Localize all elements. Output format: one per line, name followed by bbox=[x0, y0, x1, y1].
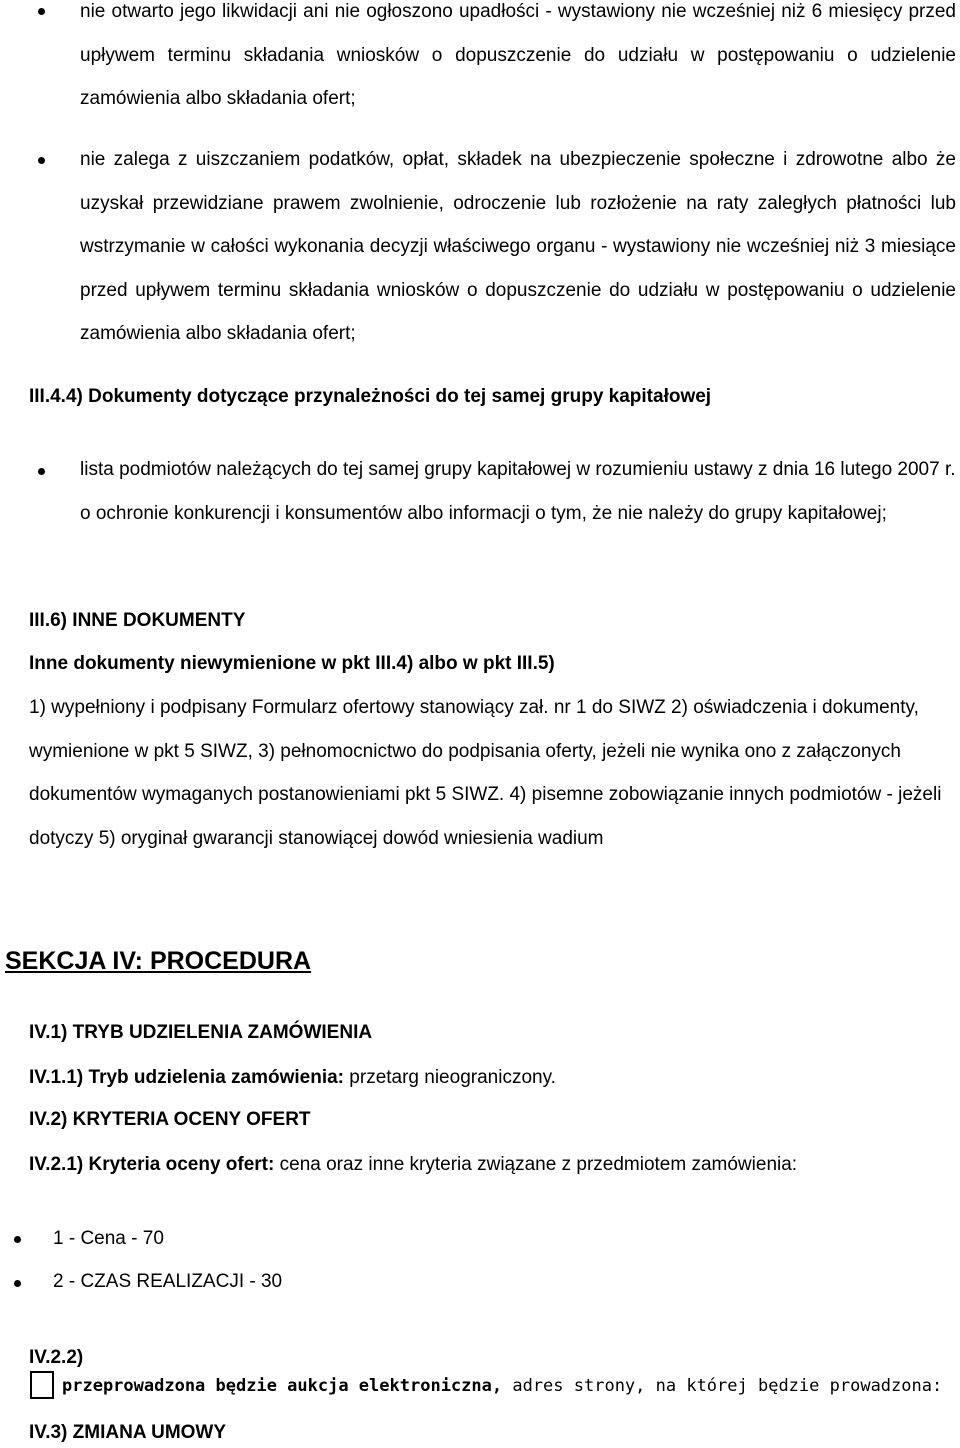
criterion-item: 2 - CZAS REALIZACJI - 30 bbox=[53, 1271, 283, 1292]
procedure-mode-value: przetarg nieograniczony. bbox=[344, 1067, 556, 1088]
section-heading: III.4.4) Dokumenty dotyczące przynależności do tej samej grupy kapitałowej bbox=[29, 386, 712, 407]
bullet-item: nie zalega z uiszczaniem podatków, opłat, składek na ubezpieczenie społeczne i zdrowotne albo że uzyskał przewidziane prawem zwolnienie, odroczenie lub rozłożenie na raty zaległych płatności lub wstrzymanie w całości wykonania decyzji właściwego organu - wystawiony nie wcześniej niż 3 miesiące przed upływem terminu składania wniosków o dopuszczenie do udziału w postępowaniu o udzielenie zamówienia albo składania ofert; bbox=[80, 149, 956, 344]
bullet-dot bbox=[38, 8, 45, 15]
bullet-dot bbox=[38, 468, 45, 475]
bullet-item: lista podmiotów należących do tej samej grupy kapitałowej w rozumieniu ustawy z dnia 16 lutego 2007 r. o ochronie konkurencji i konsumentów albo informacji o tym, że nie należy do grupy kapitałowej; bbox=[80, 459, 956, 524]
section-subheading: Inne dokumenty niewymienione w pkt III.4) albo w pkt III.5) bbox=[29, 653, 555, 674]
procedure-mode-line bbox=[29, 1067, 556, 1089]
section-heading: IV.2.2) bbox=[29, 1347, 84, 1368]
section-heading: IV.1) TRYB UDZIELENIA ZAMÓWIENIA bbox=[29, 1022, 373, 1043]
section-heading: IV.2) KRYTERIA OCENY OFERT bbox=[29, 1109, 311, 1130]
criterion-item: 1 - Cena - 70 bbox=[53, 1228, 164, 1249]
procedure-mode-label: IV.1.1) Tryb udzielenia zamówienia: bbox=[29, 1067, 345, 1088]
criteria-value: cena oraz inne kryteria związane z przedmiotem zamówienia: bbox=[274, 1154, 798, 1175]
section-heading: III.6) INNE DOKUMENTY bbox=[29, 610, 246, 631]
auction-line bbox=[62, 1376, 942, 1396]
criteria-label: IV.2.1) Kryteria oceny ofert: bbox=[29, 1154, 275, 1175]
section-title: SEKCJA IV: PROCEDURA bbox=[5, 947, 312, 975]
bullet-item: nie otwarto jego likwidacji ani nie ogłoszono upadłości - wystawiony nie wcześniej niż 6 miesięcy przed upływem terminu składania wniosków o dopuszczenie do udziału w postępowaniu o udzielenie zamówienia albo składania ofert; bbox=[80, 1, 956, 109]
auction-bold-text: przeprowadzona będzie aukcja elektroniczna, bbox=[62, 1376, 503, 1396]
bullet-dot bbox=[14, 1280, 21, 1287]
bullet-dot bbox=[38, 157, 45, 164]
auction-rest-text: adres strony, na której będzie prowadzona: bbox=[502, 1376, 943, 1396]
criteria-line bbox=[29, 1154, 797, 1176]
auction-checkbox[interactable] bbox=[30, 1371, 54, 1399]
section-heading: IV.3) ZMIANA UMOWY bbox=[29, 1422, 227, 1443]
paragraph: 1) wypełniony i podpisany Formularz ofertowy stanowiący zał. nr 1 do SIWZ 2) oświadczenia i dokumenty, wymienione w pkt 5 SIWZ, 3) pełnomocnictwo do podpisania oferty, jeżeli nie wynika ono z załączonych dokumentów wymaganych postanowieniami pkt 5 SIWZ. 4) pisemne zobowiązanie innych podmiotów - jeżeli dotyczy 5) oryginał gwarancji stanowiącej dowód wniesienia wadium bbox=[29, 697, 942, 849]
bullet-dot bbox=[14, 1236, 21, 1243]
